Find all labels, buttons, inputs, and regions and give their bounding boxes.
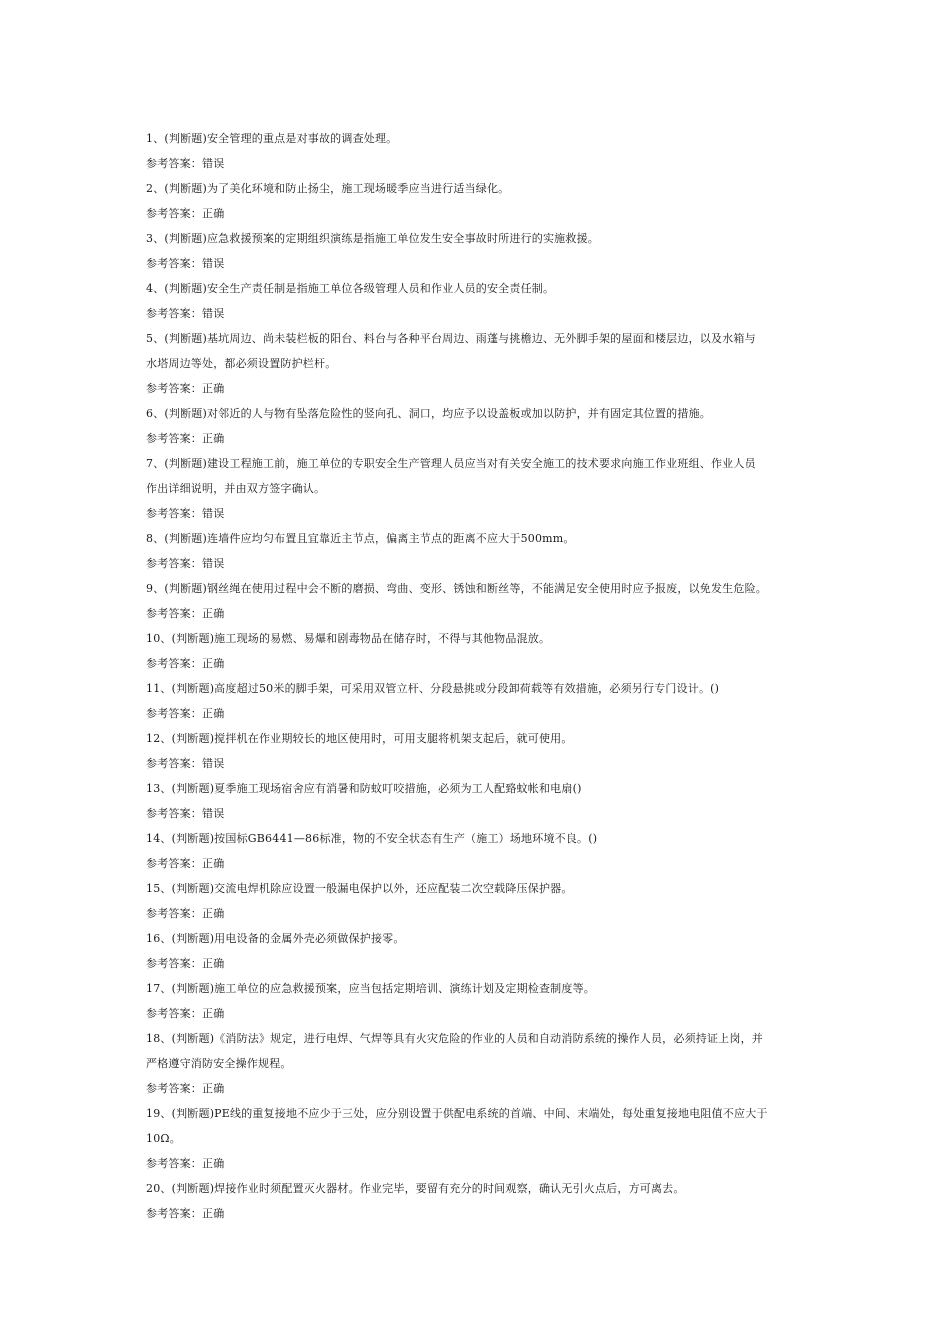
answer-value: 错误 xyxy=(202,757,225,770)
question-text: 20、(判断题)焊接作业时须配置灭火器材。作业完毕，要留有充分的时间观察，确认无引火点后，方可离去。 xyxy=(146,1182,685,1195)
question-text: 9、(判断题)钢丝绳在使用过程中会不断的磨损、弯曲、变形、锈蚀和断丝等，不能满足安全使用时应予报废，以免发生危险。 xyxy=(146,582,767,595)
answer-value: 错误 xyxy=(202,257,225,270)
answer-label: 参考答案： xyxy=(146,507,202,520)
question-item xyxy=(146,676,826,726)
answer-label: 参考答案： xyxy=(146,382,202,395)
answer-line xyxy=(146,551,826,576)
answer-line xyxy=(146,951,826,976)
question-text: 16、(判断题)用电设备的金属外壳必须做保护接零。 xyxy=(146,932,405,945)
answer-value: 正确 xyxy=(202,1157,225,1170)
answer-line xyxy=(146,601,826,626)
answer-label: 参考答案： xyxy=(146,432,202,445)
question-item xyxy=(146,126,826,176)
answer-value: 错误 xyxy=(202,307,225,320)
question-text: 10Ω。 xyxy=(146,1132,181,1145)
answer-label: 参考答案： xyxy=(146,1007,202,1020)
answer-value: 错误 xyxy=(202,807,225,820)
question-text: 水塔周边等处，都必须设置防护栏杆。 xyxy=(146,357,337,370)
question-text: 17、(判断题)施工单位的应急救援预案，应当包括定期培训、演练计划及定期检查制度等。 xyxy=(146,982,595,995)
answer-label: 参考答案： xyxy=(146,807,202,820)
question-item xyxy=(146,526,826,576)
question-item xyxy=(146,1176,826,1226)
answer-label: 参考答案： xyxy=(146,157,202,170)
answer-label: 参考答案： xyxy=(146,1207,202,1220)
answer-line xyxy=(146,1201,826,1226)
answer-label: 参考答案： xyxy=(146,1157,202,1170)
answer-value: 正确 xyxy=(202,707,225,720)
question-item xyxy=(146,226,826,276)
question-item xyxy=(146,326,826,401)
question-text: 1、(判断题)安全管理的重点是对事故的调查处理。 xyxy=(146,132,398,145)
question-item xyxy=(146,726,826,776)
answer-label: 参考答案： xyxy=(146,307,202,320)
answer-value: 正确 xyxy=(202,907,225,920)
answer-value: 正确 xyxy=(202,657,225,670)
answer-line xyxy=(146,1001,826,1026)
answer-value: 正确 xyxy=(202,382,225,395)
question-text: 5、(判断题)基坑周边、尚未装栏板的阳台、料台与各种平台周边、雨蓬与挑檐边、无外脚手架的屋面和楼层边，以及水箱与 xyxy=(146,332,756,345)
question-text: 12、(判断题)搅拌机在作业期较长的地区使用时，可用支腿将机架支起后，就可使用。 xyxy=(146,732,573,745)
answer-value: 正确 xyxy=(202,857,225,870)
answer-value: 正确 xyxy=(202,1007,225,1020)
answer-value: 错误 xyxy=(202,557,225,570)
answer-label: 参考答案： xyxy=(146,1082,202,1095)
answer-line xyxy=(146,251,826,276)
question-item xyxy=(146,626,826,676)
answer-value: 正确 xyxy=(202,607,225,620)
question-item xyxy=(146,276,826,326)
question-item xyxy=(146,826,826,876)
question-text: 严格遵守消防安全操作规程。 xyxy=(146,1057,292,1070)
question-text: 13、(判断题)夏季施工现场宿舍应有消暑和防蚊叮咬措施，必须为工人配臵蚊帐和电扇() xyxy=(146,782,582,795)
answer-line xyxy=(146,201,826,226)
answer-line xyxy=(146,851,826,876)
answer-label: 参考答案： xyxy=(146,857,202,870)
question-text: 15、(判断题)交流电焊机除应设置一般漏电保护以外，还应配装二次空载降压保护器。 xyxy=(146,882,573,895)
answer-line xyxy=(146,301,826,326)
answer-line xyxy=(146,701,826,726)
question-text: 作出详细说明，并由双方签字确认。 xyxy=(146,482,326,495)
answer-value: 正确 xyxy=(202,1082,225,1095)
question-item xyxy=(146,176,826,226)
question-item xyxy=(146,926,826,976)
question-text: 10、(判断题)施工现场的易燃、易爆和剧毒物品在储存时，不得与其他物品混放。 xyxy=(146,632,551,645)
answer-line xyxy=(146,1151,826,1176)
question-item xyxy=(146,876,826,926)
answer-line xyxy=(146,426,826,451)
question-item xyxy=(146,401,826,451)
answer-line xyxy=(146,751,826,776)
answer-value: 错误 xyxy=(202,157,225,170)
question-item xyxy=(146,576,826,626)
answer-line xyxy=(146,801,826,826)
answer-label: 参考答案： xyxy=(146,557,202,570)
question-text: 14、(判断题)按国标GB6441—86标准，物的不安全状态有生产（施工）场地环境不良。() xyxy=(146,832,598,845)
answer-value: 错误 xyxy=(202,507,225,520)
answer-line xyxy=(146,901,826,926)
question-item xyxy=(146,776,826,826)
question-item xyxy=(146,1026,826,1101)
question-text: 7、(判断题)建设工程施工前，施工单位的专职安全生产管理人员应当对有关安全施工的技术要求向施工作业班组、作业人员 xyxy=(146,457,756,470)
question-text: 8、(判断题)连墙件应均匀布置且宜靠近主节点，偏离主节点的距离不应大于500mm。 xyxy=(146,532,575,545)
answer-line xyxy=(146,501,826,526)
answer-label: 参考答案： xyxy=(146,907,202,920)
answer-line xyxy=(146,151,826,176)
answer-label: 参考答案： xyxy=(146,257,202,270)
question-text: 19、(判断题)PE线的重复接地不应少于三处，应分别设置于供配电系统的首端、中间、末端处，每处重复接地电阻值不应大于 xyxy=(146,1107,768,1120)
question-item xyxy=(146,1101,826,1176)
answer-line xyxy=(146,651,826,676)
question-text: 18、(判断题)《消防法》规定，进行电焊、气焊等具有火灾危险的作业的人员和自动消防系统的操作人员，必须持证上岗，并 xyxy=(146,1032,763,1045)
answer-value: 正确 xyxy=(202,1207,225,1220)
question-list xyxy=(146,126,826,1226)
answer-line xyxy=(146,1076,826,1101)
answer-line xyxy=(146,376,826,401)
answer-label: 参考答案： xyxy=(146,207,202,220)
question-text: 11、(判断题)高度超过50米的脚手架，可采用双管立杆、分段悬挑或分段卸荷载等有效措施，必须另行专门设计。() xyxy=(146,682,720,695)
answer-value: 正确 xyxy=(202,207,225,220)
question-text: 6、(判断题)对邻近的人与物有坠落危险性的竖向孔、洞口，均应予以设盖板或加以防护，并有固定其位置的措施。 xyxy=(146,407,711,420)
answer-label: 参考答案： xyxy=(146,757,202,770)
answer-value: 正确 xyxy=(202,432,225,445)
answer-label: 参考答案： xyxy=(146,707,202,720)
question-item xyxy=(146,976,826,1026)
answer-label: 参考答案： xyxy=(146,607,202,620)
answer-label: 参考答案： xyxy=(146,657,202,670)
question-text: 4、(判断题)安全生产责任制是指施工单位各级管理人员和作业人员的安全责任制。 xyxy=(146,282,555,295)
question-item xyxy=(146,451,826,526)
answer-value: 正确 xyxy=(202,957,225,970)
question-text: 3、(判断题)应急救援预案的定期组织演练是指施工单位发生安全事故时所进行的实施救援。 xyxy=(146,232,599,245)
answer-label: 参考答案： xyxy=(146,957,202,970)
question-text: 2、(判断题)为了美化环境和防止扬尘，施工现场暖季应当进行适当绿化。 xyxy=(146,182,510,195)
